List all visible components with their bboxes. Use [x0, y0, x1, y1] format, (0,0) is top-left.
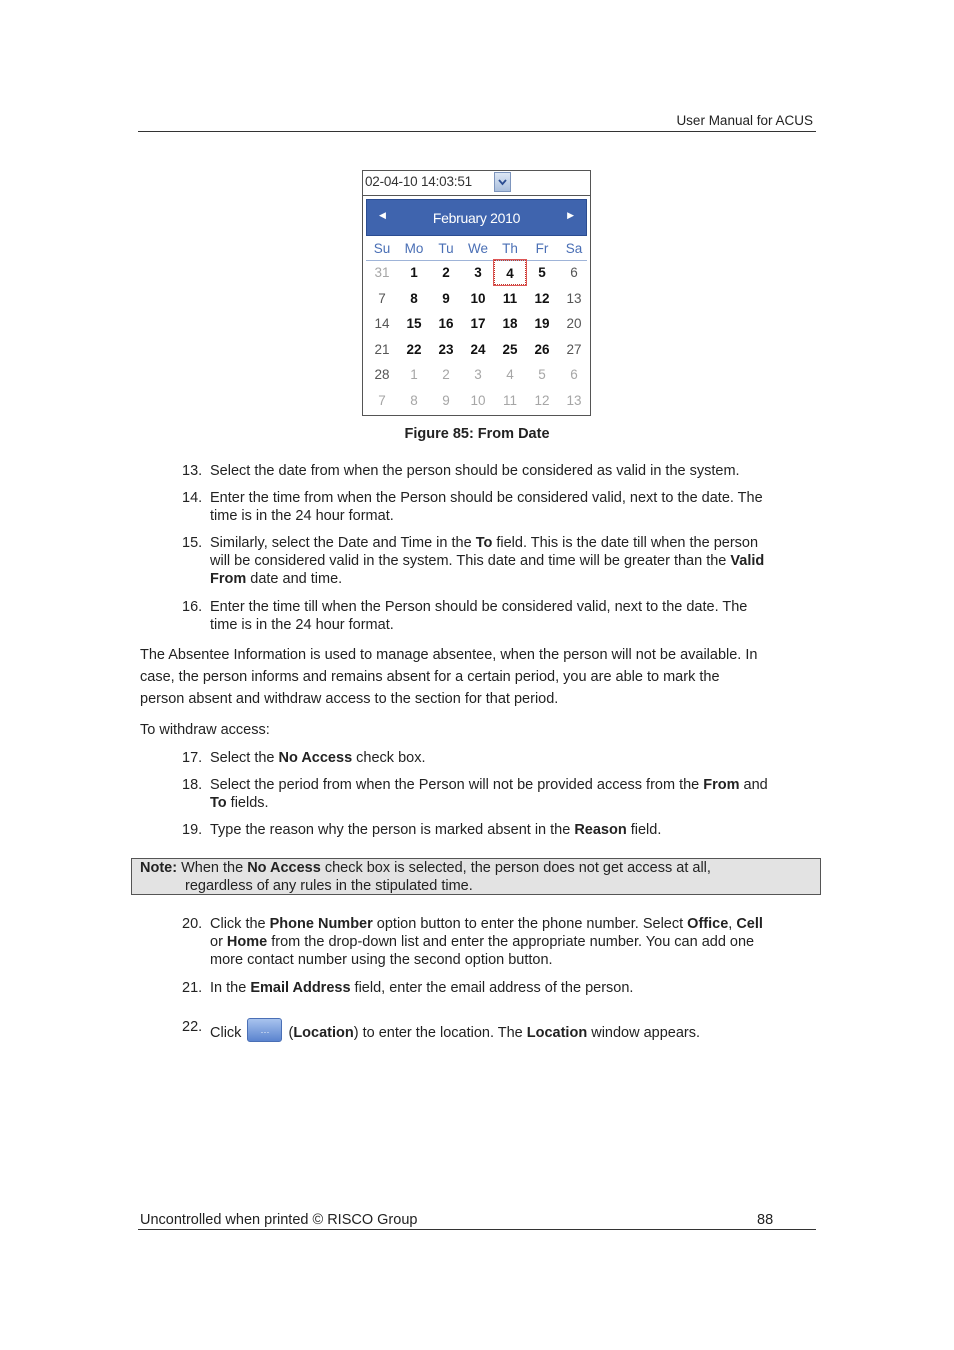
header-title: User Manual for ACUS	[676, 113, 813, 128]
calendar-day[interactable]: 22	[406, 341, 422, 357]
note-box: Note: When the No Access check box is selected, the person does not get access at all, regardless of any rules in the stipulated time.	[131, 858, 821, 895]
calendar-day[interactable]: 24	[470, 341, 486, 357]
dow-label: Sa	[565, 241, 583, 256]
calendar-day[interactable]: 17	[470, 316, 486, 331]
calendar-header	[366, 199, 587, 236]
footer-divider	[138, 1229, 816, 1230]
next-month-icon[interactable]: ▶	[567, 210, 574, 220]
calendar-day[interactable]: 1	[410, 367, 418, 382]
chevron-down-icon	[495, 173, 510, 191]
calendar-day[interactable]: 10	[470, 392, 486, 408]
calendar-day[interactable]: 15	[406, 316, 422, 331]
calendar-day[interactable]: 21	[374, 341, 390, 357]
calendar-day[interactable]: 1	[410, 265, 418, 280]
calendar-day[interactable]: 23	[438, 341, 454, 357]
calendar-day[interactable]: 12	[534, 290, 550, 306]
location-button-icon: ···	[247, 1018, 282, 1042]
calendar-day[interactable]: 10	[470, 290, 486, 306]
calendar-day[interactable]: 7	[378, 290, 386, 306]
calendar-day[interactable]: 13	[566, 290, 582, 306]
calendar-day[interactable]: 26	[534, 341, 550, 357]
calendar-day[interactable]: 4	[494, 260, 526, 285]
header-divider	[138, 131, 816, 132]
withdraw-intro: To withdraw access:	[140, 722, 270, 738]
calendar-day[interactable]: 6	[570, 265, 578, 280]
calendar-day[interactable]: 25	[502, 341, 518, 357]
calendar-day[interactable]: 8	[410, 290, 418, 306]
absentee-paragraph: The Absentee Information is used to manage absentee, when the person will not be available. In case, the person informs and remains absent for a certain period, you are able to mark the person absent and withdraw access to the section for that period.	[140, 647, 758, 707]
dow-label: Tu	[438, 241, 454, 256]
calendar-day[interactable]: 9	[442, 392, 450, 408]
calendar-day[interactable]: 5	[538, 367, 546, 382]
calendar-day[interactable]: 3	[474, 367, 482, 382]
calendar-day[interactable]: 27	[566, 341, 582, 357]
calendar-day[interactable]: 5	[538, 265, 546, 280]
dow-label: Mo	[404, 241, 424, 256]
calendar-day[interactable]: 11	[502, 290, 518, 306]
calendar-month-label: February 2010	[432, 210, 521, 226]
calendar-day[interactable]: 3	[474, 265, 482, 280]
calendar-day[interactable]: 28	[374, 367, 390, 382]
calendar-day[interactable]: 13	[566, 392, 582, 408]
page-number: 88	[757, 1212, 774, 1228]
calendar-day[interactable]: 11	[502, 392, 517, 408]
day-of-week-row	[366, 238, 587, 261]
calendar-day[interactable]: 9	[442, 290, 450, 306]
dow-label: We	[467, 241, 488, 256]
calendar-day[interactable]: 12	[534, 392, 550, 408]
dow-label: Th	[502, 241, 518, 256]
date-time-value: 02-04-10 14:03:51	[365, 174, 472, 189]
calendar-day[interactable]: 20	[566, 316, 582, 331]
calendar-day[interactable]: 14	[374, 316, 390, 331]
calendar-day[interactable]: 16	[438, 316, 454, 331]
calendar-day[interactable]: 4	[506, 367, 514, 382]
calendar-day[interactable]: 18	[502, 316, 518, 331]
dow-label: Fr	[535, 241, 549, 256]
footer-text: Uncontrolled when printed © RISCO Group	[140, 1212, 418, 1228]
figure-caption: Figure 85: From Date	[404, 426, 550, 442]
calendar-day[interactable]: 8	[410, 392, 418, 408]
calendar-day[interactable]: 19	[534, 316, 550, 331]
calendar-day[interactable]: 2	[442, 367, 450, 382]
calendar-day[interactable]: 7	[378, 392, 386, 408]
calendar-dropdown-button[interactable]	[494, 172, 511, 192]
calendar-day[interactable]: 2	[442, 265, 450, 280]
date-time-input[interactable]	[362, 170, 591, 196]
calendar-day[interactable]: 6	[570, 367, 578, 382]
dow-label: Su	[373, 241, 391, 256]
prev-month-icon[interactable]: ◀	[379, 210, 386, 220]
calendar-day[interactable]: 31	[374, 265, 390, 280]
calendar-popup	[362, 195, 591, 416]
